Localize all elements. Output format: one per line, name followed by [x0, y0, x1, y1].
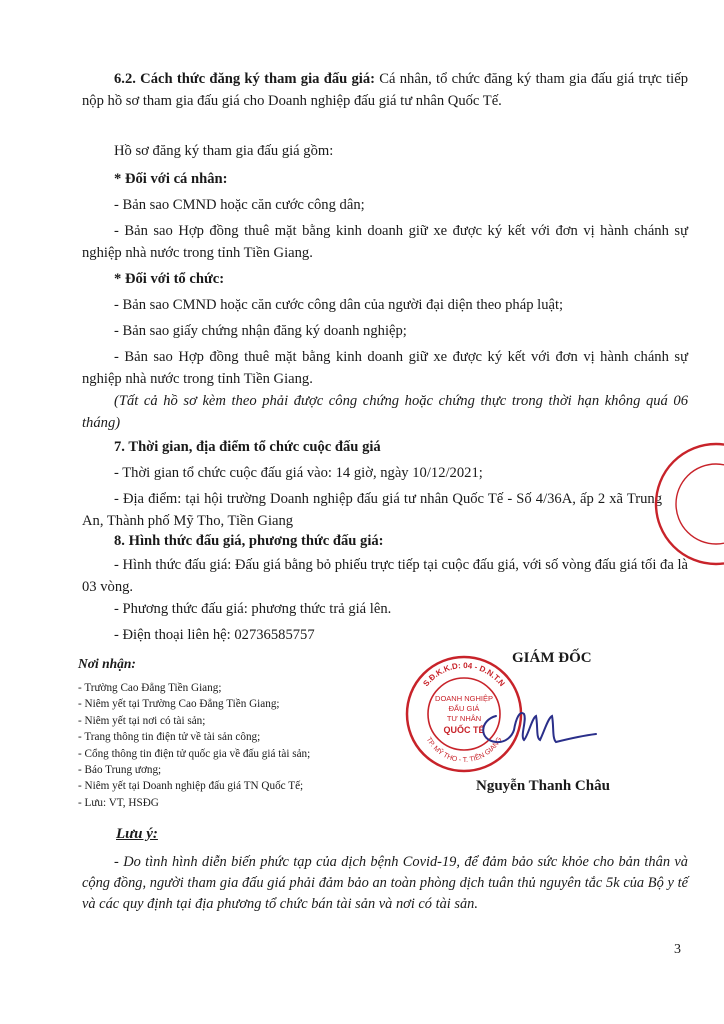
handwritten-signature [470, 696, 600, 756]
section-7-heading: 7. Thời gian, địa điểm tổ chức cuộc đấu giá [114, 439, 381, 455]
individual-item: - Bản sao Hợp đồng thuê mặt bằng kinh doanh giữ xe được ký kết với đơn vị hành chánh sự nghiệp nhà nước trong tỉnh Tiền Giang. [82, 223, 688, 261]
page-number: 3 [674, 942, 681, 957]
recipient-item: - Trang thông tin điện tử về tài sản công; [78, 731, 261, 744]
recipient-item: - Cổng thông tin điện tử quốc gia về đấu giá tài sản; [78, 747, 311, 760]
notice-text: - Do tình hình diễn biến phức tạp của dịch bệnh Covid-19, để đảm bảo sức khỏe cho bản thân và cộng đồng, người tham gia đấu giá phải đảm bảo an toàn phòng dịch tuân thủ nguyên tắc 5k của Bộ y tế và các quy định tại địa phương tổ chức bán tài sản và nơi có tài sản. [82, 854, 688, 912]
notarization-note: (Tất cả hồ sơ kèm theo phải được công chứng hoặc chứng thực trong thời hạn không quá 06 tháng) [82, 393, 688, 431]
auction-method: - Phương thức đấu giá: phương thức trả giá lên. [114, 601, 392, 617]
contact-phone: - Điện thoại liên hệ: 02736585757 [114, 627, 315, 643]
recipient-item: - Lưu: VT, HSĐG [78, 796, 159, 809]
organization-item: - Bản sao giấy chứng nhận đăng ký doanh nghiệp; [114, 323, 407, 339]
section-6-2-text: Cá nhân, tổ chức đăng ký tham gia đấu giá trực tiếp nộp hồ sơ tham gia đấu giá cho Doanh nghiệp đấu giá tư nhân Quốc Tế. [82, 71, 688, 109]
section-6-2-paragraph [82, 68, 688, 112]
notice-title: Lưu ý: [116, 826, 158, 842]
individual-heading: * Đối với cá nhân: [114, 171, 228, 187]
recipient-item: - Báo Trung ương; [78, 764, 162, 777]
signer-name: Nguyễn Thanh Châu [476, 778, 610, 794]
section-8-heading: 8. Hình thức đấu giá, phương thức đấu giá: [114, 533, 384, 549]
stamp-line: TƯ NHÂN [446, 714, 482, 723]
section-6-2-heading: 6.2. Cách thức đăng ký tham gia đấu giá: [114, 71, 376, 87]
recipient-item: - Niêm yết tại nơi có tài sản; [78, 714, 206, 727]
organization-item: - Bản sao CMND hoặc căn cước công dân của người đại diện theo pháp luật; [114, 297, 564, 313]
stamp-line: QUỐC TẾ [443, 725, 485, 735]
recipients-list [78, 680, 398, 811]
recipients-title: Nơi nhận: [78, 656, 136, 671]
signer-title: GIÁM ĐỐC [512, 650, 592, 666]
recipient-item: - Niêm yết tại Doanh nghiệp đấu giá TN Quốc Tế; [78, 780, 304, 793]
auction-location: - Địa điểm: tại hội trường Doanh nghiệp đấu giá tư nhân Quốc Tế - Số 4/36A, ấp 2 xã Trung An, Thành phố Mỹ Tho, Tiền Giang [82, 491, 662, 529]
recipient-item: - Niêm yết tại Trường Cao Đẳng Tiền Giang; [78, 698, 280, 711]
dossier-intro: Hồ sơ đăng ký tham gia đấu giá gồm: [114, 143, 334, 159]
recipient-item: - Trường Cao Đẳng Tiền Giang; [78, 682, 222, 694]
stamp-bottom-text: TP. MỸ THO - T. TIỀN GIANG [424, 736, 504, 765]
auction-time: - Thời gian tổ chức cuộc đấu giá vào: 14 giờ, ngày 10/12/2021; [114, 465, 483, 481]
organization-heading: * Đối với tổ chức: [114, 271, 225, 287]
stamp-outer-text: S.Đ.K.K.D: 04 - D.N.T.N [421, 660, 507, 689]
organization-item: - Bản sao Hợp đồng thuê mặt bằng kinh doanh giữ xe được ký kết với đơn vị hành chánh sự nghiệp nhà nước trong tỉnh Tiền Giang. [82, 349, 688, 387]
individual-item: - Bản sao CMND hoặc căn cước công dân; [114, 197, 365, 213]
partial-seal-stamp [648, 436, 724, 572]
auction-form: - Hình thức đấu giá: Đấu giá bằng bỏ phiếu trực tiếp tại cuộc đấu giá, với số vòng đấu giá tối đa là 03 vòng. [82, 557, 688, 595]
stamp-line: DOANH NGHIỆP [435, 694, 493, 703]
stamp-line: ĐẤU GIÁ [448, 704, 480, 713]
